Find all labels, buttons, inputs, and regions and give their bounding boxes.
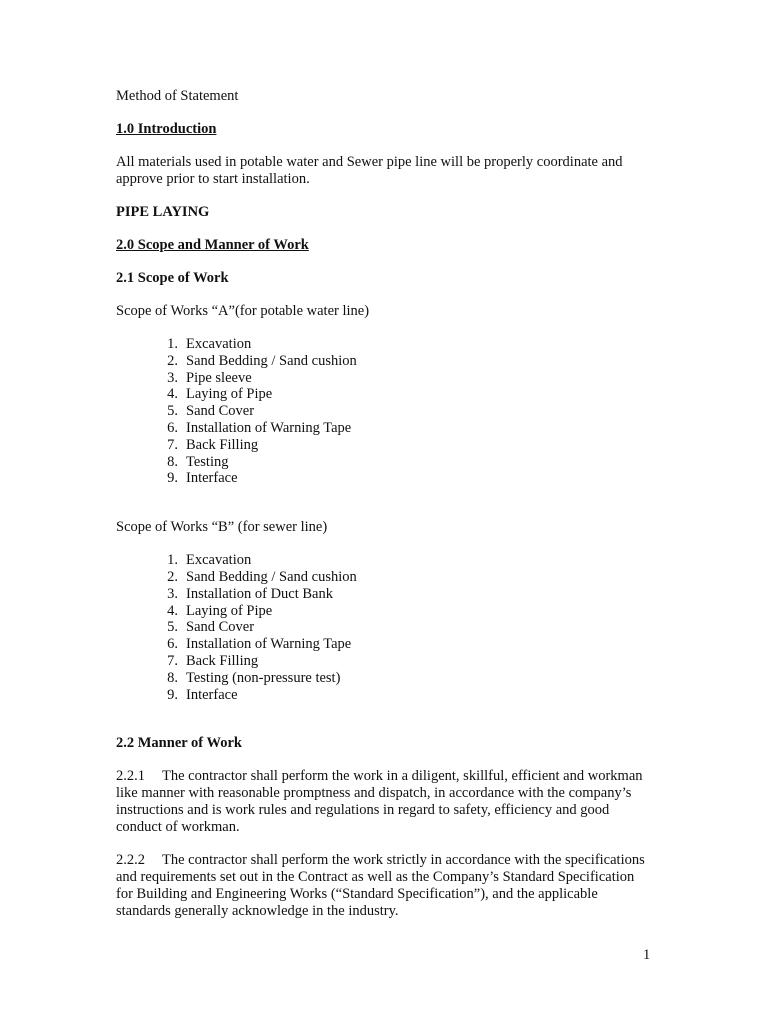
- intro-heading: 1.0 Introduction: [116, 121, 217, 137]
- paragraph-text: The contractor shall perform the work strictly in accordance with the specifications and requirements set out in the Contract as well as the Company’s Standard Specification for Building and Engineering Works (“Standard Specification”), and the applicable standards generally acknowledge in the industry.: [116, 852, 645, 920]
- list-item: 7. Back Filling: [167, 436, 259, 453]
- list-item: 9. Interface: [167, 686, 238, 703]
- paragraph-text: The contractor shall perform the work in a diligent, skillful, efficient and workman like manner with reasonable promptness and dispatch, in accordance with the company’s instructions and is work rules and regulations in regard to safety, efficiency and good conduct of workman.: [116, 768, 643, 836]
- pipe-laying-heading: PIPE LAYING: [116, 204, 210, 220]
- list-item: 8. Testing: [167, 453, 229, 470]
- list-item: 9. Interface: [167, 470, 238, 487]
- list-item: 7. Back Filling: [167, 652, 259, 669]
- scope-manner-heading: 2.0 Scope and Manner of Work: [116, 237, 309, 253]
- list-item: 4. Laying of Pipe: [167, 386, 273, 403]
- manner-heading: 2.2 Manner of Work: [116, 735, 242, 752]
- scope-a-list: [116, 336, 646, 487]
- list-item: 6. Installation of Warning Tape: [167, 636, 352, 653]
- intro-text: All materials used in potable water and Sewer pipe line will be properly coordinate and approve prior to start installation.: [116, 154, 623, 187]
- paragraph-2-2-1: [116, 768, 646, 836]
- scope-b-label: Scope of Works “B” (for sewer line): [116, 519, 328, 536]
- list-item: 5. Sand Cover: [167, 403, 255, 420]
- list-item: 3. Installation of Duct Bank: [167, 585, 333, 602]
- document-page: [116, 88, 646, 920]
- scope-a-label: Scope of Works “A”(for potable water line): [116, 303, 370, 319]
- paragraph-2-2-2: [116, 852, 646, 920]
- list-item: 5. Sand Cover: [167, 619, 255, 636]
- document-title: Method of Statement: [116, 88, 239, 104]
- list-item: 8. Testing (non-pressure test): [167, 669, 341, 686]
- scope-b-list: [116, 552, 646, 703]
- list-item: 4. Laying of Pipe: [167, 602, 273, 619]
- page-number: 1: [643, 947, 651, 963]
- paragraph-number: 2.2.1: [116, 768, 145, 785]
- list-item: 2. Sand Bedding / Sand cushion: [167, 568, 357, 585]
- list-item: 1. Excavation: [167, 552, 252, 569]
- list-item: 6. Installation of Warning Tape: [167, 419, 352, 436]
- list-item: 1. Excavation: [167, 336, 252, 352]
- scope-heading: 2.1 Scope of Work: [116, 270, 229, 286]
- list-item: 3. Pipe sleeve: [167, 369, 252, 386]
- paragraph-number: 2.2.2: [116, 852, 145, 869]
- list-item: 2. Sand Bedding / Sand cushion: [167, 352, 357, 369]
